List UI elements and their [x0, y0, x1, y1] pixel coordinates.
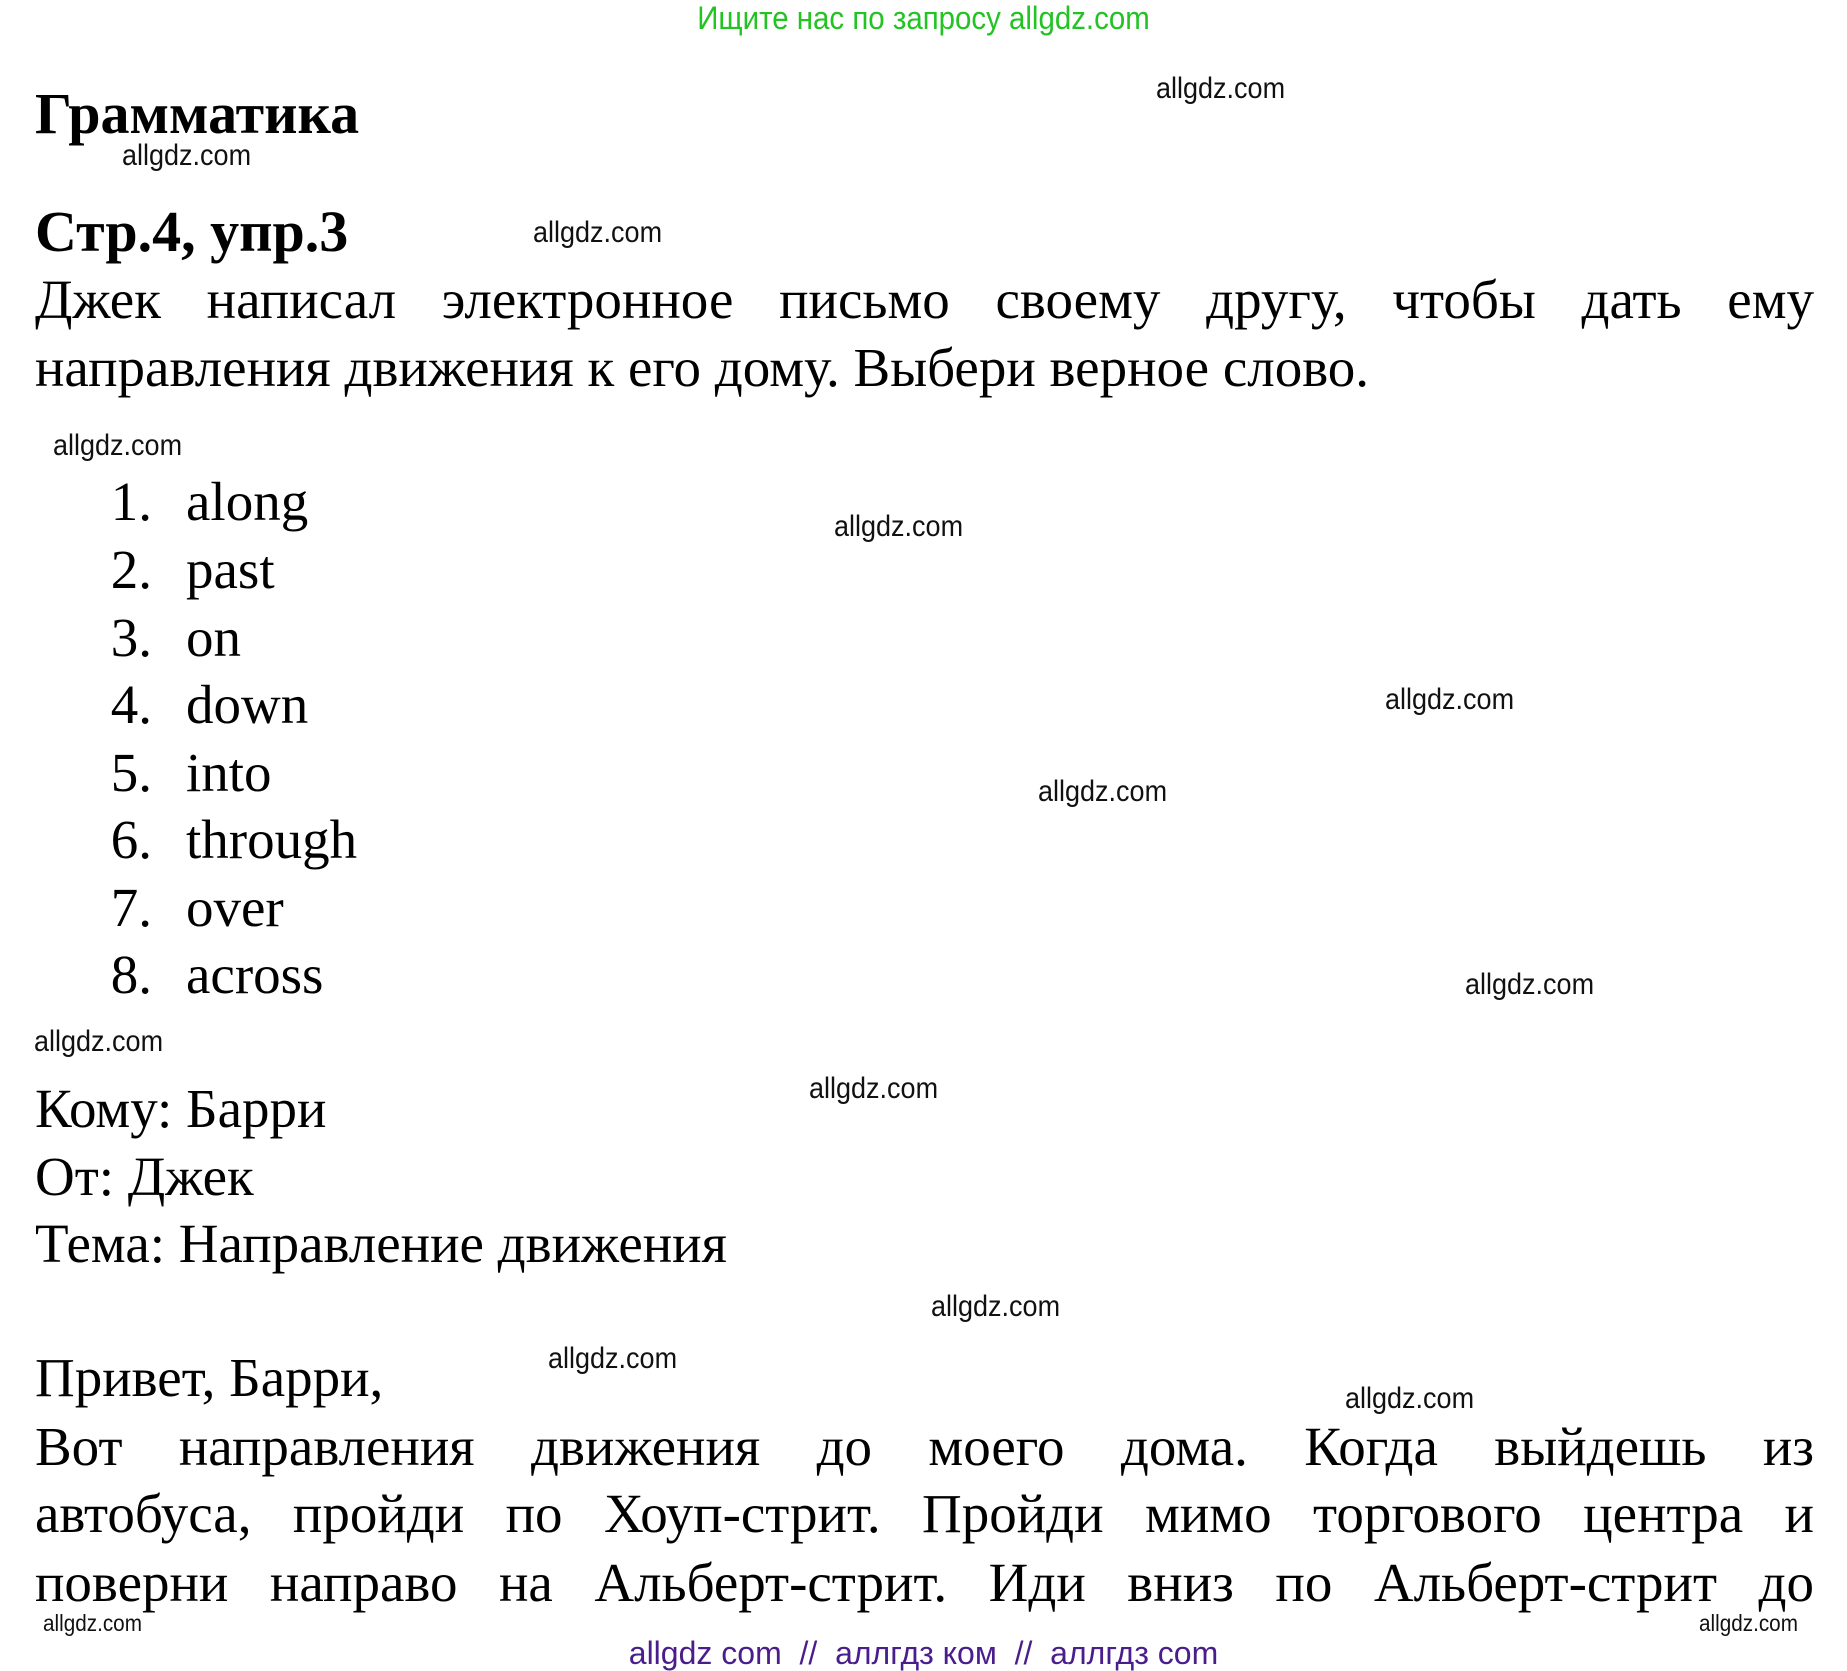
search-banner: Ищите нас по запросу allgdz.com [697, 0, 1150, 36]
answer-word: through [186, 809, 358, 870]
answer-word: on [186, 607, 241, 668]
email-body-line: автобуса, пройди по Хоуп-стрит. Пройди мимо торгового центра и [35, 1483, 1814, 1544]
exercise-title: Стр.4, упр.3 [35, 199, 349, 264]
answer-number: 2. [110, 539, 152, 600]
instruction-line: Джек написал электронное письмо своему другу, чтобы дать ему [35, 269, 1814, 330]
watermark: allgdz.com [53, 429, 183, 462]
email-body-line: Вот направления движения до моего дома. Когда выйдешь из [35, 1416, 1814, 1477]
watermark: allgdz.com [1465, 968, 1595, 1001]
watermark: allgdz.com [809, 1072, 939, 1105]
watermark: allgdz.com [1156, 72, 1286, 105]
answer-number: 8. [110, 944, 152, 1005]
answer-number: 7. [110, 877, 152, 938]
watermark: allgdz.com [34, 1025, 164, 1058]
watermark: allgdz.com [1699, 1610, 1798, 1636]
answer-number: 5. [110, 742, 152, 803]
answer-number: 6. [110, 809, 152, 870]
email-from: От: Джек [35, 1146, 254, 1207]
watermark: allgdz.com [43, 1610, 142, 1636]
watermark: allgdz.com [1345, 1382, 1475, 1415]
instruction-line: направления движения к его дому. Выбери верное слово. [35, 337, 1370, 398]
watermark: allgdz.com [1385, 683, 1515, 716]
answer-word: past [186, 539, 275, 600]
footer-links: allgdz com // аллгдз ком // аллгдз com [628, 1635, 1219, 1671]
watermark: allgdz.com [834, 510, 964, 543]
answer-word: down [186, 674, 309, 735]
section-title: Грамматика [35, 81, 360, 146]
answer-word: along [186, 471, 309, 532]
email-body-line: поверни направо на Альберт-стрит. Иди вниз по Альберт-стрит до [35, 1552, 1814, 1613]
answer-number: 3. [110, 607, 152, 668]
answer-number: 1. [110, 471, 152, 532]
email-to: Кому: Барри [35, 1078, 327, 1139]
email-greeting: Привет, Барри, [35, 1347, 384, 1408]
watermark: allgdz.com [533, 216, 663, 249]
watermark: allgdz.com [931, 1290, 1061, 1323]
answer-number: 4. [110, 674, 152, 735]
watermark: allgdz.com [1038, 775, 1168, 808]
answer-word: across [186, 944, 324, 1005]
answer-word: into [186, 742, 272, 803]
email-subject: Тема: Направление движения [35, 1213, 727, 1274]
answer-word: over [186, 877, 284, 938]
watermark: allgdz.com [548, 1342, 678, 1375]
watermark: allgdz.com [122, 139, 252, 172]
